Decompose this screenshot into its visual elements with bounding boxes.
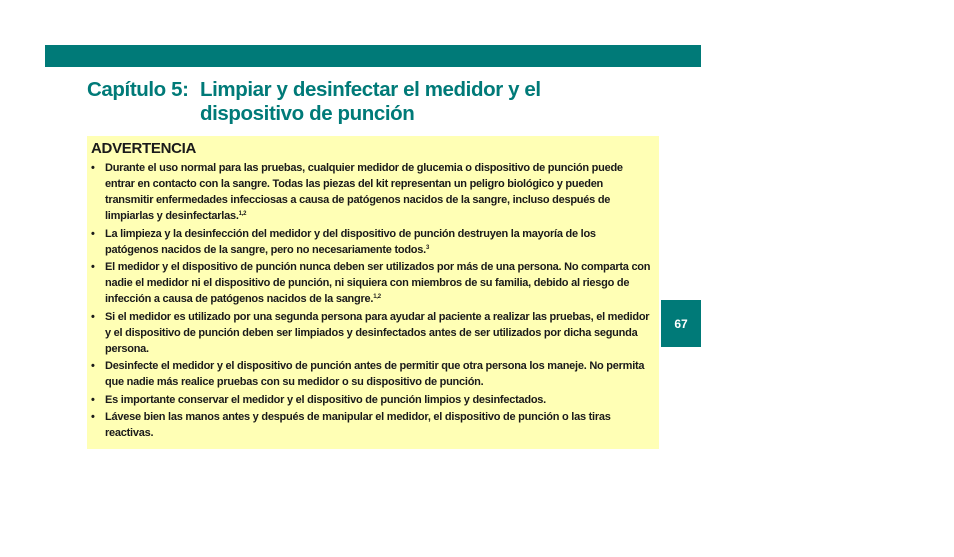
warning-item-text: El medidor y el dispositivo de punción nunca deben ser utilizados por más de una persona. No comparta con nadie el medidor ni el dispositivo de punción, ni siquiera con miembros de su familia, debido al riesgo de infección a causa de patógenos nacidos de la sangre. [105, 261, 651, 305]
warning-item [91, 409, 651, 441]
bullet: • [91, 411, 95, 423]
page-number: 67 [674, 316, 688, 331]
bullet: • [91, 227, 95, 240]
warning-item [91, 309, 651, 357]
bullet: • [91, 261, 95, 273]
chapter-prefix: Capítulo 5: [87, 78, 189, 101]
reference-superscript: 1,2 [373, 294, 381, 300]
warning-heading: ADVERTENCIA [91, 140, 197, 157]
warning-box [87, 136, 659, 449]
bullet: • [91, 162, 95, 174]
warning-item-text: Lávese bien las manos antes y después de manipular el medidor, el dispositivo de punción o las tiras reactivas. [105, 411, 611, 439]
warning-item-text: Si el medidor es utilizado por una segunda persona para ayudar al paciente a realizar las pruebas, el medidor y el dispositivo de punción deben ser limpiados y desinfectados antes de ser utilizados por dicha segunda persona. [105, 310, 650, 355]
warning-item-text: Desinfecte el medidor y el dispositivo de punción antes de permitir que otra persona los maneje. No permita que nadie más realice pruebas con su medidor o su dispositivo de punción. [105, 360, 645, 388]
reference-superscript: 1,2 [238, 211, 247, 217]
warning-item-text: La limpieza y la desinfección del medidor y del dispositivo de punción destruyen la mayoría de los patógenos nacidos de la sangre, pero no necesariamente todos. [105, 227, 596, 256]
warning-item [91, 358, 651, 390]
bullet: • [91, 393, 95, 406]
warning-item [91, 259, 651, 307]
reference-superscript: 3 [425, 244, 430, 251]
warning-item [91, 392, 651, 408]
warning-item [91, 160, 651, 224]
warning-item-text: Durante el uso normal para las pruebas, cualquier medidor de glucemia o dispositivo de punción puede entrar en contacto con la sangre. Todas las piezas del kit representan un peligro biológico y pueden transmitir enfermedades infecciosas a causa de patógenos nacidos de la sangre, incluso después de limpiarlas y desinfectarlas. [105, 162, 623, 222]
warning-list [91, 160, 651, 441]
page-number-tab [661, 300, 701, 347]
bullet: • [91, 360, 95, 372]
bullet: • [91, 310, 95, 323]
warning-item [91, 226, 651, 258]
chapter-title-text: Limpiar y desinfectar el medidor y el dispositivo de punción [200, 78, 541, 125]
header-bar [45, 45, 701, 67]
warning-item-text: Es importante conservar el medidor y el dispositivo de punción limpios y desinfectados. [105, 393, 546, 406]
